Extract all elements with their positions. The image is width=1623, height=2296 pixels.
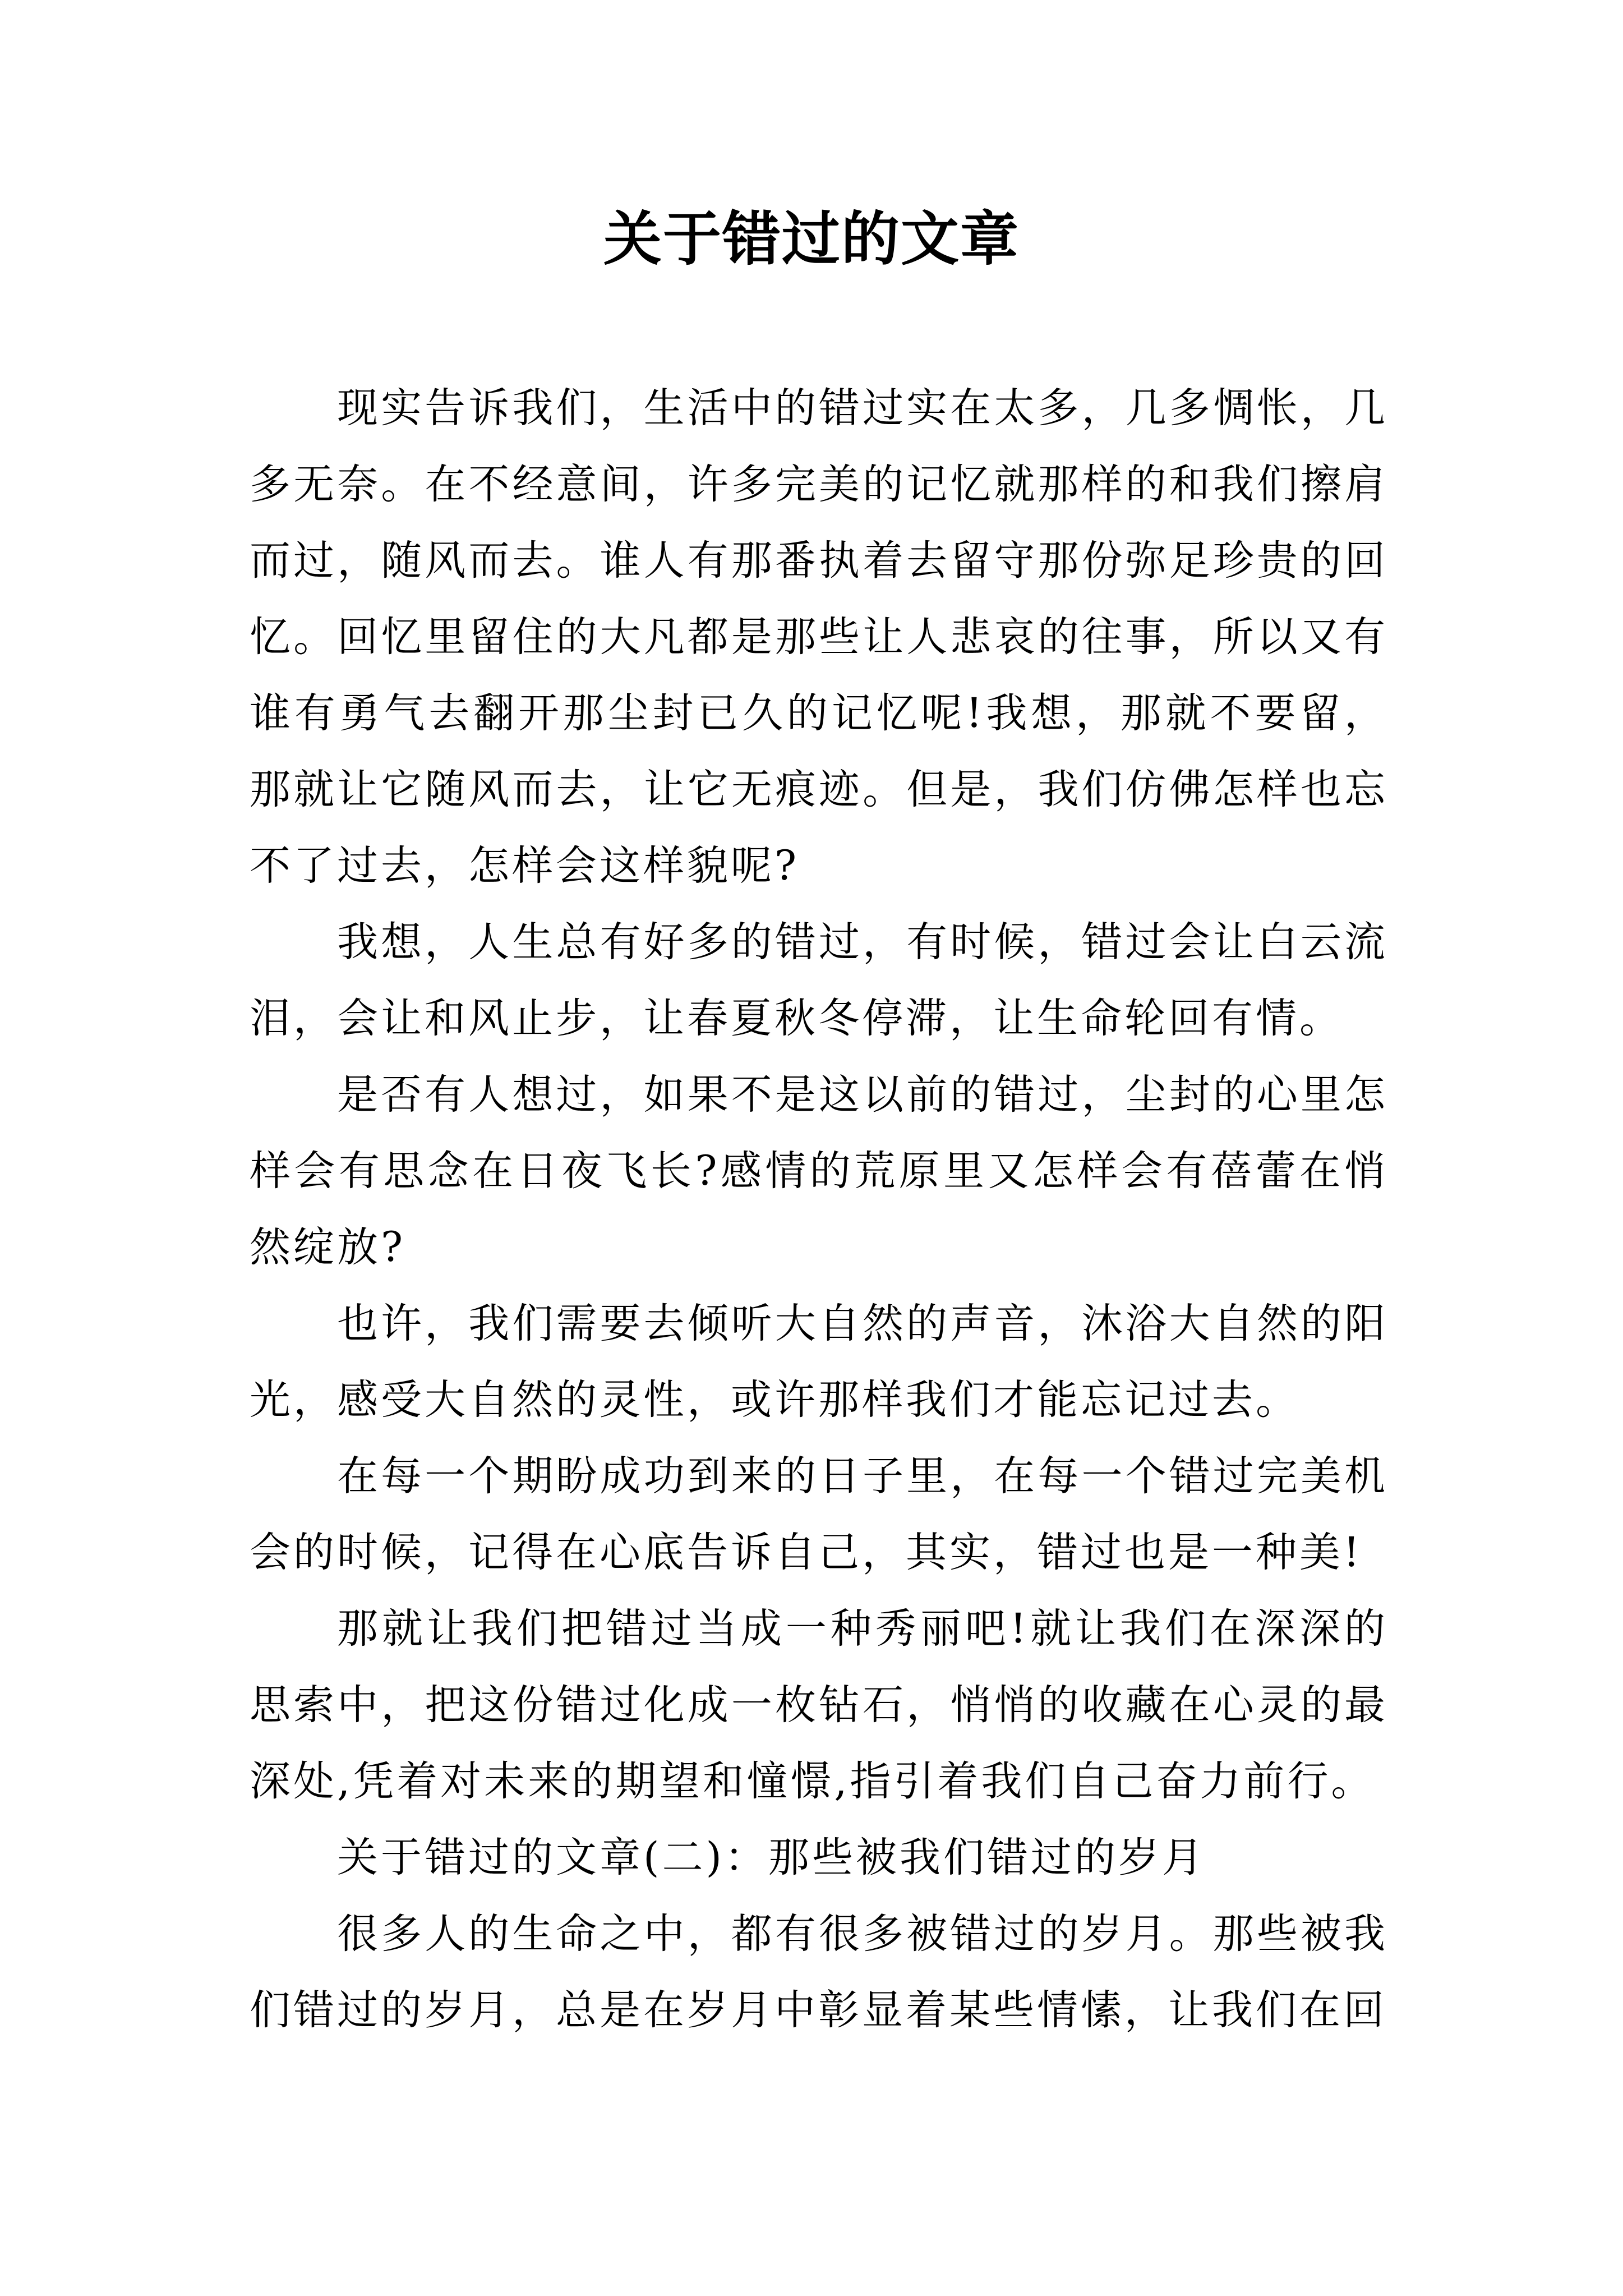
document-body [250, 370, 1388, 2049]
document-title: 关于错过的文章 [603, 204, 1020, 273]
paragraph: 现实告诉我们，生活中的错过实在太多，几多惆怅，几多无奈。在不经意间，许多完美的记忆就那样的和我们擦肩而过，随风而去。谁人有那番执着去留守那份弥足珍贵的回忆。回忆里留住的大凡都是那些让人悲哀的往事，所以又有谁有勇气去翻开那尘封已久的记忆呢!我想，那就不要留，那就让它随风而去，让它无痕迹。但是，我们仿佛怎样也忘不了过去，怎样会这样貌呢? [250, 384, 1388, 890]
paragraph: 我想，人生总有好多的错过，有时候，错过会让白云流泪，会让和风止步，让春夏秋冬停滞，让生命轮回有情。 [250, 918, 1388, 1042]
paragraph: 在每一个期盼成功到来的日子里，在每一个错过完美机会的时候，记得在心底告诉自己，其实，错过也是一种美! [250, 1452, 1388, 1576]
section-heading: 关于错过的文章(二)：那些被我们错过的岁月 [337, 1834, 1206, 1881]
paragraph: 那就让我们把错过当成一种秀丽吧!就让我们在深深的思索中，把这份错过化成一枚钻石，悄悄的收藏在心灵的最深处,凭着对未来的期望和憧憬,指引着我们自己奋力前行。 [250, 1605, 1388, 1805]
paragraph: 很多人的生命之中，都有很多被错过的岁月。那些被我们错过的岁月，总是在岁月中彰显着某些情愫，让我们在回 [250, 1910, 1388, 2034]
paragraph: 是否有人想过，如果不是这以前的错过，尘封的心里怎样会有思念在日夜飞长?感情的荒原里又怎样会有蓓蕾在悄然绽放? [250, 1071, 1388, 1271]
paragraph: 也许，我们需要去倾听大自然的声音，沐浴大自然的阳光，感受大自然的灵性，或许那样我们才能忘记过去。 [250, 1300, 1388, 1424]
